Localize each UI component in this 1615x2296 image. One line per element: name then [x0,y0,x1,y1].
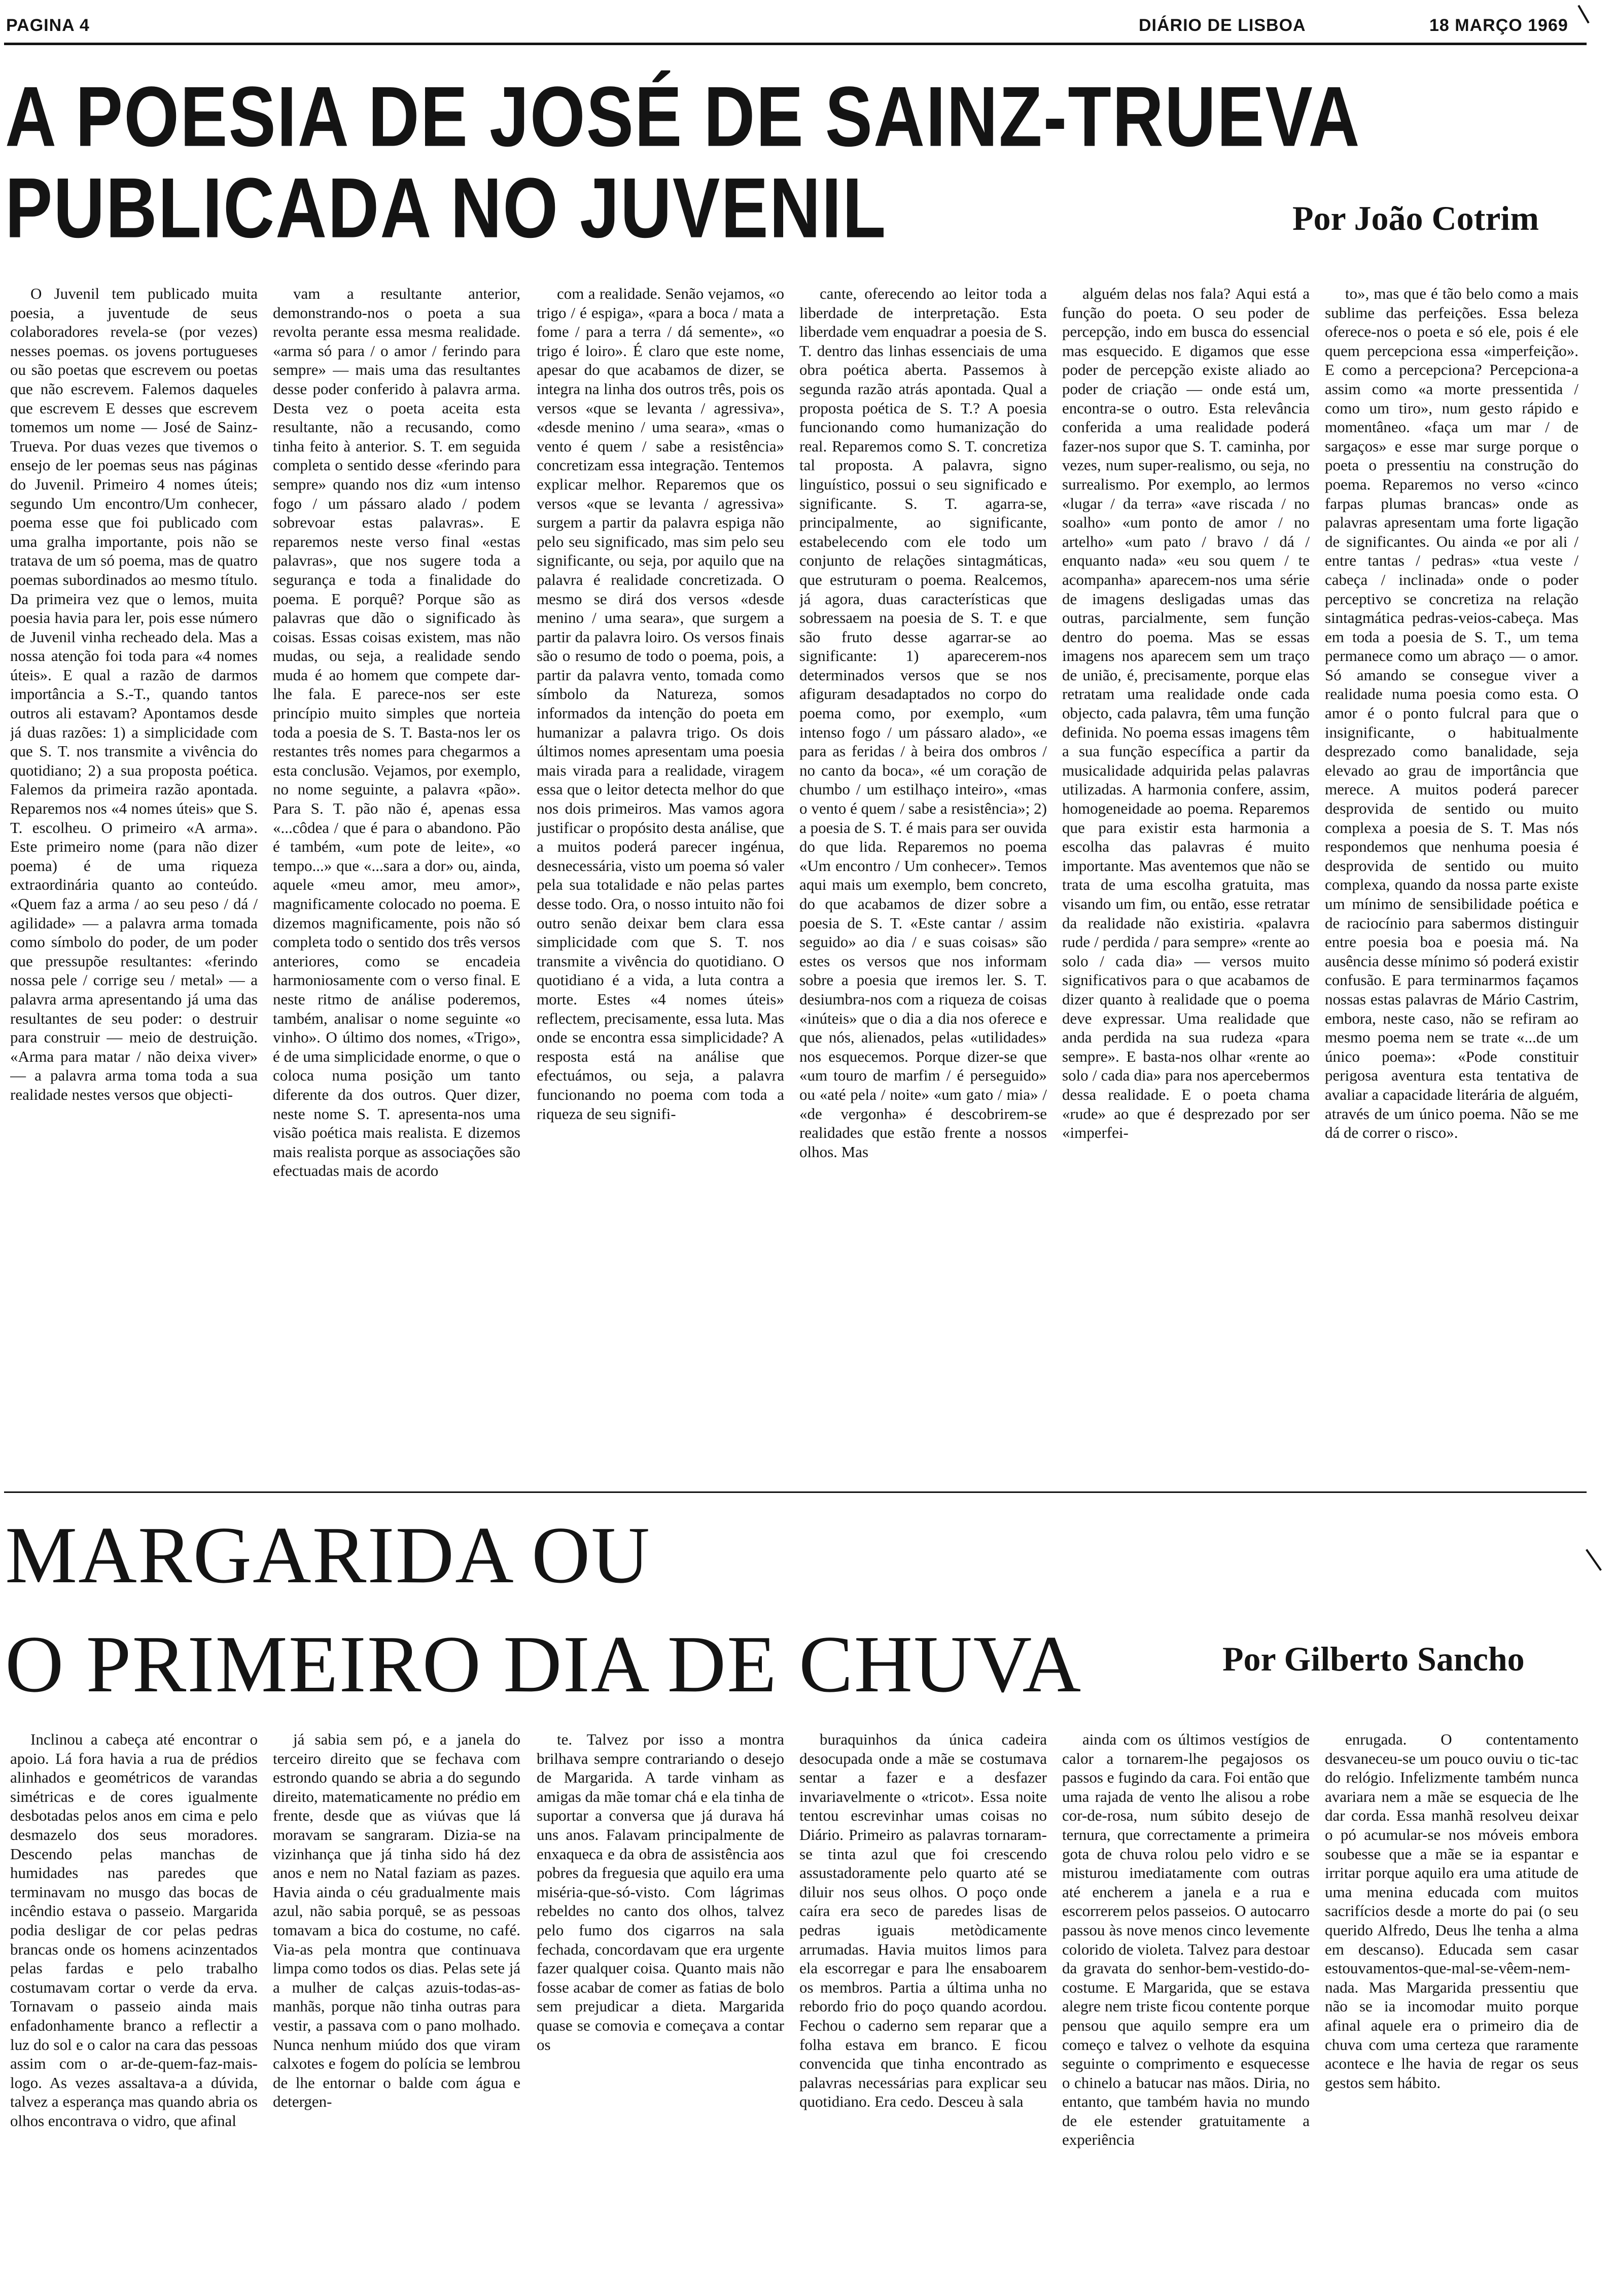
article2-byline: Por Gilberto Sancho [1222,1640,1525,1678]
article2-column-1-text: Inclinou a cabeça até encontrar o apoio. Lá fora havia a rua de prédios alinhados e geométricos de varandas simétricas e de cores igualmente desbotadas pelos anos em cima e pelo desmazelo dos seus moradores. Descendo pelas manchas de humidades nas paredes que terminavam no musgo das bocas de incêndio estava o passeio. Margarida podia desligar de cor pelas pedras brancas onde os homens acinzentados pelas fardas e pelo trabalho costumavam cortar o verde da erva. Tornavam o passeio ainda mais enfadonhamente branco a reflectir a luz do sol e o calor na cara das pessoas assim com o ar-de-quem-faz-mais-logo. As vezes assaltava-a a dúvida, talvez a esperança mas quando abria os olhos encontrava o vidro, que afinal [10,1730,258,2130]
article2-column-5 [1062,1730,1310,2288]
article1-column-4-text: cante, oferecendo ao leitor toda a liberdade de interpretação. Esta liberdade vem enquadrar a poesia de S. T. dentro das linhas essenciais de uma obra poética aberta. Passemos à segunda razão atrás apontada. Qual a proposta poética de S. T.? A poesia funcionando como humanização do real. Reparemos como S. T. concretiza tal proposta. A palavra, signo linguístico, possui o seu significado e significante. S. T. agarra-se, principalmente, ao significante, estabelecendo com ele todo um conjunto de relações sintagmáticas, que estruturam o poema. Realcemos, já agora, duas características que sobressaem na poesia de S. T. e que são fruto desse agarrar-se ao significante: 1) aparecerem-nos determinados versos que se nos afiguram desadaptados no corpo do poema como, por exemplo, «um intenso fogo / um pássaro alado», «e para as feridas / à beira dos ombros / no canto da boca», «é um coração de chumbo / um estilhaço inteiro», «mas o vento é quem / sabe a resistência»; 2) a poesia de S. T. é mais para ser ouvida do que lida. Reparemos no poema «Um encontro / Um conhecer». Temos aqui mais um exemplo, bem concreto, do que acabamos de dizer sobre a poesia de S. T. «Este cantar / assim seguido» ao dia / e suas coisas» são estes os versos que nos informam sobre a poesia que iremos ler. S. T. desiumbra-nos com a riqueza de coisas «inúteis» que o dia a dia nos oferece e que nós, alienados, pelas «utilidades» nos esquecemos. Porque dizer-se que «um touro de marfim / é perseguido» ou «até pela / noite» «um gato / mia» / «de vergonha» é descobrirem-se realidades que estão frente a nossos olhos. Mas [799,285,1047,1161]
article1-column-1-text: O Juvenil tem publicado muita poesia, a juventude de seus colaboradores revela-se (por vezes) nesses poemas. os jovens portugueses ou são poetas que escrevem ou poetas que não escrevem. Falemos daqueles que escrevem E desses que escrevem tomemos um nome — José de Sainz-Trueva. Por duas vezes que tivemos o ensejo de ler poemas seus nas páginas do Juvenil. Primeiro 4 nomes úteis; segundo Um encontro/Um conhecer, poema esse que foi publicado com uma gralha importante, pois não se tratava de um só poema, mas de quatro poemas subordinados ao mesmo título. Da primeira vez que o lemos, muita poesia havia para ler, pois esse número de Juvenil vinha recheado dela. Mas a nossa atenção foi toda para «4 nomes úteis». E qual a razão de darmos importância a S.-T., quando tantos outros ali estavam? Apontamos desde já duas razões: 1) a simplicidade com que S. T. nos transmite a vivência do quotidiano; 2) a sua proposta poética. Falemos da primeira razão apontada. Reparemos nos «4 nomes úteis» que S. T. escolheu. O primeiro «A arma». Este primeiro nome (para não dizer poema) é de uma riqueza extraordinária quanto ao conteúdo. «Quem faz a arma / ao seu peso / dá / agilidade» — a palavra arma tomada como símbolo do poder, de um poder que pressupõe resultantes: «ferindo nossa pele / corrige seu / metal» — a palavra arma apresentando já uma das resultantes de seu poder: o destruir para construir — meio de destruição. «Arma para matar / não deixa viver» — a palavra arma toma toda a sua realidade nestes versos que objecti- [10,285,258,1103]
article1-column-6 [1325,284,1578,1476]
article2-column-4-text: buraquinhos da única cadeira desocupada onde a mãe se costumava sentar a fazer e a desfazer invariavelmente o «tricot». Essa noite tentou escrevinhar umas coisas no Diário. Primeiro as palavras tornaram-se tinta azul que foi crescendo assustadoramente pelo quarto até se diluir nos seus olhos. O poço onde caíra era seco de paredes lisas de pedras iguais metòdicamente arrumadas. Havia muitos limos para ela escorregar e para lhe ensaboarem os membros. Partia a última unha no rebordo frio do poço quando acordou. Fechou o caderno sem reparar que a folha estava em branco. E ficou convencida que tinha encontrado as palavras necessárias para explicar seu quotidiano. Era cedo. Desceu à sala [799,1730,1047,2111]
article1-column-5-text: alguém delas nos fala? Aqui está a função do poeta. O seu poder de percepção, indo em busca do essencial mas esquecido. E digamos que esse poder de percepção existe aliado ao poder de criação — onde está um, encontra-se o outro. Esta relevância conferida a uma realidade poderá fazer-nos supor que S. T. caminha, por vezes, num super-realismo, ou seja, no surrealismo. Por exemplo, ao lermos «lugar / da terra» «ave riscada / no soalho» «um ponto de amor / no artelho» «um pato / bravo / dá / enquanto nada» «eu sou quem / te acompanha» aparecem-nos uma série de imagens desligadas umas das outras, parcialmente, sem função dentro do poema. Mas se essas imagens nos aparecem sem um traço de união, é, precisamente, porque elas retratam uma realidade onde cada objecto, cada palavra, têm uma função definida. No poema essas imagens têm a sua função específica a partir da musicalidade adquirida pelas palavras utilizadas. A harmonia confere, assim, homogeneidade ao poema. Reparemos que para existir esta harmonia a escolha das palavras é muito importante. Mas aventemos que não se trata de uma escolha gratuita, mas visando um fim, ou então, esse retratar da realidade não existiria. «palavra rude / perdida / para sempre» «rente ao solo / cada dia» — versos muito significativos para o que acabamos de dizer quanto à realidade que o poema deve expressar. Uma realidade que anda perdida na sua rudeza «para sempre». E basta-nos olhar «rente ao solo / cada dia» para nos apercebermos dessa realidade. E o poeta chama «rude» ao que é desprezado por ser «imperfei- [1062,285,1310,1142]
article2-column-2 [273,1730,520,2288]
article2-column-6 [1325,1730,1578,2288]
article1-headline-line2: PUBLICADA NO JUVENIL [5,160,887,256]
article1-column-3 [537,284,784,1476]
issue-date: 18 MARÇO 1969 [1429,16,1568,35]
article2-headline-line1: MARGARIDA OU [5,1510,651,1600]
article2-column-1 [10,1730,258,2288]
article2-column-6-text: enrugada. O contentamento desvaneceu-se um pouco ouviu o tic-tac do relógio. Infelizmente também nunca avariara nem a mãe se esquecia de lhe dar corda. Essa manhã resolveu deixar o pó acumular-se nos móveis embora soubesse que a mãe se ia espantar e irritar porque aquilo era uma atitude de uma menina educada com muitos sacrifícios desde a morte do pai (o seu querido Alfredo, Deus lhe tenha a alma em descanso). Educada sem casar estouvamentos-que-mal-se-vêem-nem-nada. Mas Margarida pressentiu que não se ia incomodar muito porque afinal aquele era o primeiro dia de chuva com uma certeza que raramente acontece e lhe havia de regar os seus gestos sem hábito. [1325,1730,1578,2092]
article1-column-3-text: com a realidade. Senão vejamos, «o trigo / é espiga», «para a boca / mata a fome / para a terra / dá semente», «o trigo é loiro». É claro que este nome, apesar do que acabamos de dizer, se integra na linha dos outros três, pois os versos «que se levanta / agressiva», «desde menino / uma seara», «mas o vento é quem / sabe a resistência» concretizam essa integração. Tentemos explicar melhor. Reparemos que os versos «que se levanta / agressiva» surgem a partir da palavra espiga não pelo seu significado, mas sim pelo seu significante, ou seja, por aquilo que na palavra é realidade concretizada. O mesmo se dirá dos versos «desde menino / uma seara», que surgem a partir da palavra loiro. Os versos finais são o resumo de todo o poema, pois, a partir da palavra vento, tomada como símbolo da Natureza, somos informados da intenção do poeta em humanizar a palavra trigo. Os dois últimos nomes apresentam uma poesia mais virada para a realidade, viragem essa que o leitor detecta melhor do que nos dois primeiros. Mas vamos agora justificar o propósito desta análise, que a muitos poderá parecer ingénua, desnecessária, visto um poema só valer pela sua totalidade e não pelas partes desse todo. Ora, o nosso intuito não foi outro senão deixar bem clara essa simplicidade com que S. T. nos transmite a vivência do quotidiano. O quotidiano é a vida, a luta contra a morte. Estes «4 nomes úteis» reflectem, precisamente, essa luta. Mas onde se encontra essa simplicidade? A resposta está na análise que efectuámos, ou seja, a palavra funcionando no poema com toda a riqueza de seu signifi- [537,285,784,1123]
article2-column-2-text: já sabia sem pó, e a janela do terceiro direito que se fechava com estrondo quando se abria a do segundo direito, matematicamente no prédio em frente, desde que as viúvas que lá moravam se sangraram. Dizia-se na vizinhança que já tinha sido há dez anos e nem no Natal faziam as pazes. Havia ainda o céu gradualmente mais azul, não sabia porquê, se as pessoas tomavam a bica do costume, no café. Via-as pela montra que continuava limpa como todos os dias. Pelas sete já a mulher de calças azuis-todas-as-manhãs, porque não tinha outras para vestir, a passava com o pano molhado. Nunca nenhum miúdo dos que viram calxotes e fogem do polícia se lembrou de lhe entornar o balde com água e detergen- [273,1730,520,2111]
newspaper-name: DIÁRIO DE LISBOA [1139,16,1306,35]
article1-column-6-text: to», mas que é tão belo como a mais sublime das perfeições. Essa beleza oferece-nos o poeta e só ele, pois é ele quem percepciona essa «imperfeição». E como a percepciona? Percepciona-a assim como «a morte pressentida / como um tiro», num gesto rápido e momentâneo. «faça um mar / de sargaços» e esse mar surge porque o poeta o pressentiu na construção do poema. Reparemos no verso «cinco farpas plumas brancas» onde as palavras apresentam uma forte ligação de significantes. Ou ainda «e por ali / entre tantas / pedras» «tua veste / cabeça / inclinada» onde o poder perceptivo se concretiza na relação sintagmática pedras-veios-cabeça. Mas em toda a poesia de S. T., um tema permanece como um abraço — o amor. Só amando se consegue viver a realidade numa poesia como esta. O amor é o ponto fulcral para que o insignificante, o habitualmente desprezado como banalidade, seja elevado ao grau de importância que merece. A muitos poderá parecer desprovida de sentido ou muito complexa a poesia de S. T. Mas nós respondemos que nenhuma poesia é desprovida de sentido ou muito complexa, quando da nossa parte existe um mínimo de sensibilidade poética e de raciocínio para sabermos distinguir entre poesia boa e poesia má. Na ausência desse mínimo só poderá existir confusão. E para terminarmos façamos nossas estas palavras de Mário Castrim, embora, neste caso, não se refiram ao mesmo poema nem se trate «...de um único poema»: «Pode constituir perigosa aventura esta tentativa de avaliar a capacidade literária de alguém, através de um único poema. Não se me dá de correr o risco». [1325,285,1578,1142]
article2-headline-line2: O PRIMEIRO DIA DE CHUVA [5,1619,1082,1709]
header-rule [4,43,1587,45]
article1-column-2 [273,284,520,1476]
article1-column-1 [10,284,258,1476]
article-separator [4,1491,1587,1493]
article1-column-5 [1062,284,1310,1476]
article2-column-3 [537,1730,784,2288]
article1-column-4 [799,284,1047,1476]
article1-headline-line1: A POESIA DE JOSÉ DE SAINZ-TRUEVA [5,68,1361,164]
article1-column-2-text: vam a resultante anterior, demonstrando-nos o poeta a sua revolta perante essa mesma realidade. «arma só para / o amor / ferindo para sempre» — mais uma das resultantes desse poder conferido à palavra arma. Desta vez o poeta aceita esta resultante, não a recusando, como tinha feito à anterior. S. T. em seguida completa o sentido desse «ferindo para sempre» quando nos diz «um intenso fogo / um pássaro alado / podem sobrevoar estas palavras». E reparemos neste verso final «estas palavras», que nos sugere toda a segurança e toda a finalidade do poema. E porquê? Porque são as palavras que dão o significado às coisas. Essas coisas existem, mas não mudas, ou seja, a realidade sendo muda é ao homem que compete dar-lhe fala. E parece-nos ser este princípio muito simples que norteia toda a poesia de S. T. Basta-nos ler os restantes três nomes para chegarmos a esta conclusão. Vejamos, por exemplo, no nome seguinte, a palavra «pão». Para S. T. pão não é, apenas essa «...côdea / que é para o abandono. Pão é também, «um pote de leite», «o tempo...» que «...sara a dor» ou, ainda, aquele «meu amor, meu amor», magnificamente colocado no poema. E dizemos magnificamente, pois não só completa todo o sentido dos três versos anteriores, como se encadeia harmoniosamente com o verso final. E neste ritmo de análise poderemos, também, analisar o nome seguinte «o vinho». O último dos nomes, «Trigo», é de uma simplicidade enorme, o que o coloca numa posição um tanto diferente da dos outros. Quer dizer, neste nome S. T. apresenta-nos uma visão poética mais realista. E dizemos mais realista porque as associações são efectuadas mais de acordo [273,285,520,1180]
article2-column-5-text: ainda com os últimos vestígios de calor a tornarem-lhe pegajosos os passos e fugindo da cara. Foi então que uma rajada de vento lhe alisou a robe cor-de-rosa, num súbito desejo de ternura, que correctamente a primeira gota de chuva rolou pelo vidro e se misturou imediatamente com outras até encherem a janela e a rua e escorrerem pelos passeios. O autocarro passou às nove menos cinco levemente colorido de violeta. Talvez para destoar da gravata do senhor-bem-vestido-do-costume. E Margarida, que se estava alegre nem triste ficou contente porque pensou que aquilo sempre era um começo e talvez o velhote da esquina seguinte o comprimento e esquecesse o chinelo a batucar nas mãos. Diria, no entanto, que também havia no mundo de ele estender gratuitamente a experiência [1062,1730,1310,2149]
page-number: PAGINA 4 [6,16,90,35]
corner-mark-2 [1586,1549,1602,1571]
article2-column-3-text: te. Talvez por isso a montra brilhava sempre contrariando o desejo de Margarida. A tarde vinham as amigas da mãe tomar chá e ela tinha de suportar a conversa que já durava há uns anos. Falavam principalmente de enxaqueca e da obra de assistência aos pobres da freguesia que aquilo era uma miséria-que-só-visto. Com lágrimas rebeldes no canto dos olhos, talvez pelo fumo dos cigarros na sala fechada, concordavam que era urgente fazer qualquer coisa. Quanto mais não fosse acabar de comer as fatias de bolo sem prejudicar a dieta. Margarida quase se comovia e começava a contar os [537,1730,784,2054]
article2-column-4 [799,1730,1047,2288]
article1-byline: Por João Cotrim [1292,199,1539,237]
corner-mark [1577,5,1589,24]
